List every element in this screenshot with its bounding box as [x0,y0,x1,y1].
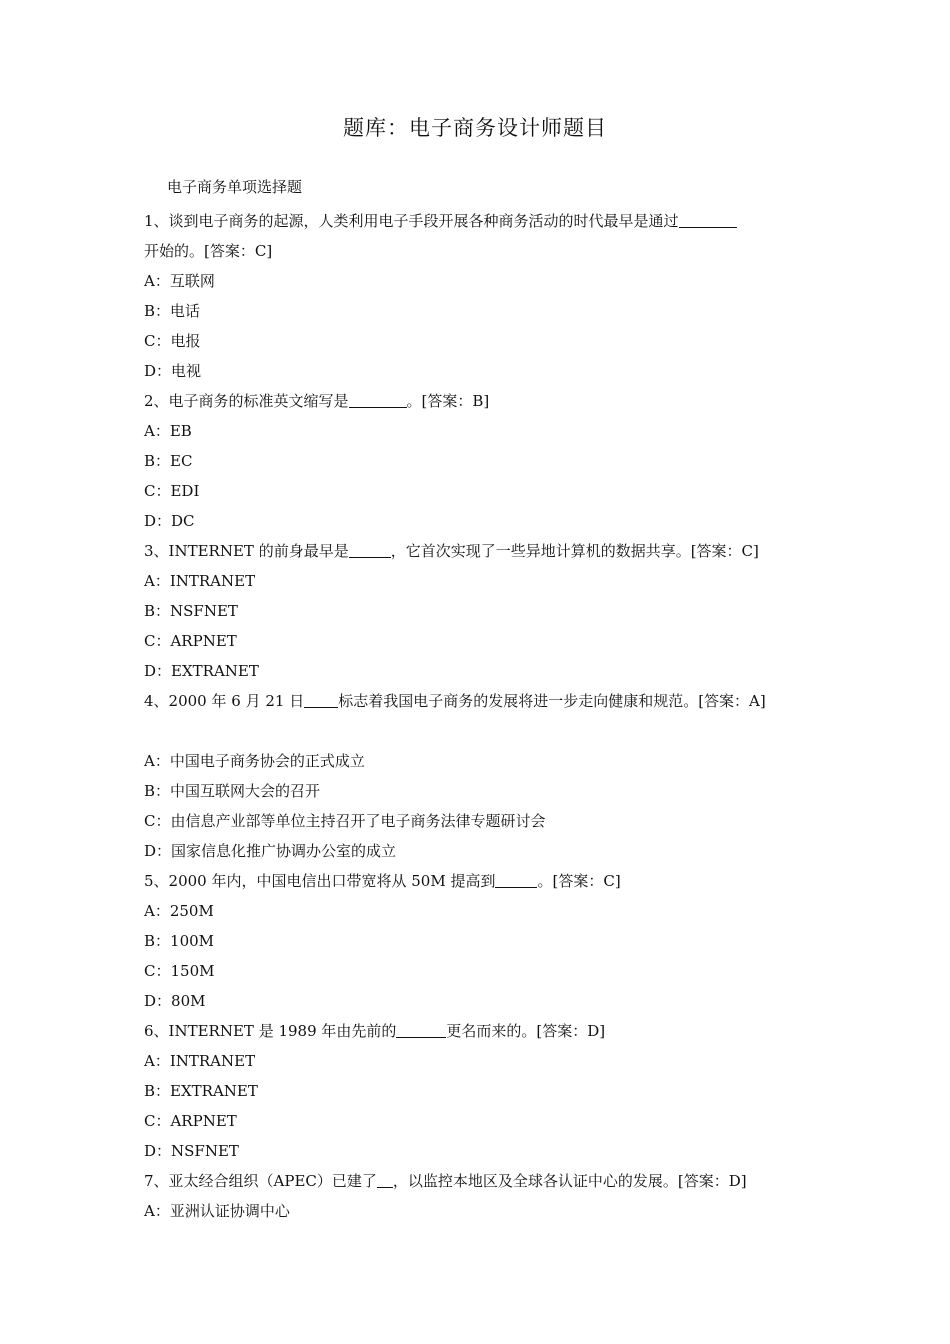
option-c: C：由信息产业部等单位主持召开了电子商务法律专题研讨会 [144,812,546,830]
answer-blank [304,689,338,708]
option-a: A：中国电子商务协会的正式成立 [144,752,365,770]
option-d: D：80M [144,992,206,1010]
option-c: C：EDI [144,482,200,500]
section-heading: 电子商务单项选择题 [167,178,303,196]
question-4 [144,686,824,716]
question-5 [144,866,824,896]
answer-blank [495,869,537,888]
question-list [144,206,824,1226]
option-b: B：中国互联网大会的召开 [144,782,321,800]
answer-blank [679,209,737,228]
option-d: D：电视 [144,362,202,380]
option-d: D：国家信息化推广协调办公室的成立 [144,842,397,860]
question-7-answer: ，以监控本地区及全球各认证中心的发展。[答案：D] [392,1172,747,1190]
spacer [144,716,824,746]
question-5-text: 5、2000 年内，中国电信出口带宽将从 50M 提高到 [144,872,496,890]
option-a: A：INTRANET [144,1052,256,1070]
option-a: A：互联网 [144,272,215,290]
question-6-answer: 更名而来的。[答案：D] [446,1022,606,1040]
question-1-text: 1、谈到电子商务的起源，人类利用电子手段开展各种商务活动的时代最早是通过 [144,212,679,230]
question-4-answer: 标志着我国电子商务的发展将进一步走向健康和规范。[答案：A] [338,692,766,710]
option-b: B：EC [144,452,193,470]
option-a: A：亚洲认证协调中心 [144,1202,290,1220]
question-3-text: 3、INTERNET 的前身最早是 [144,542,349,560]
question-2-answer: 。[答案：B] [406,392,490,410]
question-7-text: 7、亚太经合组织（APEC）已建了 [144,1172,377,1190]
option-b: B：100M [144,932,215,950]
question-6 [144,1016,824,1046]
answer-blank [349,389,407,408]
question-1-continued: 开始的。[答案：C] [144,242,273,260]
option-a: A：250M [144,902,214,920]
question-4-text: 4、2000 年 6 月 21 日 [144,692,305,710]
option-c: C：150M [144,962,215,980]
question-3 [144,536,824,566]
question-2-text: 2、电子商务的标准英文缩写是 [144,392,349,410]
question-1 [144,206,824,236]
option-c: C：ARPNET [144,632,237,650]
option-d: D：DC [144,512,195,530]
option-c: C：电报 [144,332,201,350]
option-d: D：NSFNET [144,1142,239,1160]
option-a: A：INTRANET [144,572,256,590]
answer-blank [396,1019,446,1038]
question-3-answer: ，它首次实现了一些异地计算机的数据共享。[答案：C] [390,542,759,560]
option-b: B：EXTRANET [144,1082,258,1100]
option-b: B：NSFNET [144,602,238,620]
question-5-answer: 。[答案：C] [537,872,621,890]
option-c: C：ARPNET [144,1112,237,1130]
option-a: A：EB [144,422,192,440]
question-6-text: 6、INTERNET 是 1989 年由先前的 [144,1022,397,1040]
page-title: 题库：电子商务设计师题目 [343,116,607,140]
answer-blank [349,539,391,558]
option-d: D：EXTRANET [144,662,259,680]
question-7 [144,1166,824,1196]
answer-blank [377,1169,393,1188]
question-2 [144,386,824,416]
option-b: B：电话 [144,302,201,320]
